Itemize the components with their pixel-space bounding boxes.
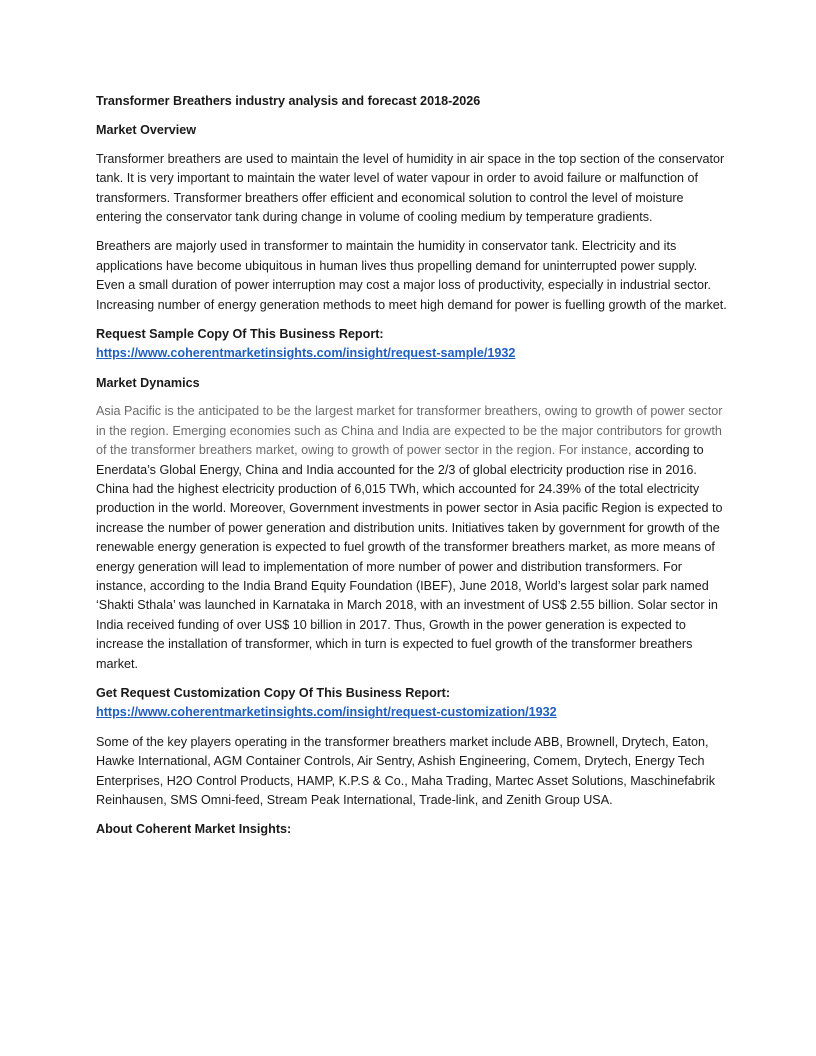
key-players-paragraph: Some of the key players operating in the transformer breathers market include ABB, Brownell, Drytech, Eaton, Hawke International, AGM Container Controls, Air Sentry, Ashish Engineering, Comem, Drytech, Energy Tech Enterprises, H2O Control Products, HAMP, K.P.S & Co., Maha Trading, Martec Asset Solutions, Maschinefabrik Reinhausen, SMS Omni-feed, Stream Peak International, Trade-link, and Zenith Group USA.: [96, 734, 715, 807]
sample-request-block: [96, 325, 728, 364]
market-dynamics-paragraph: [96, 402, 728, 674]
sample-request-label: Request Sample Copy Of This Business Report:: [96, 327, 384, 342]
market-overview-heading: Market Overview: [96, 123, 197, 138]
customization-request-link[interactable]: https://www.coherentmarketinsights.com/insight/request-customization/1932: [96, 705, 557, 720]
sample-request-link[interactable]: https://www.coherentmarketinsights.com/insight/request-sample/1932: [96, 346, 516, 361]
customization-request-block: [96, 684, 728, 723]
about-heading: About Coherent Market Insights:: [96, 822, 292, 837]
customization-request-label: Get Request Customization Copy Of This Business Report:: [96, 685, 451, 700]
market-dynamics-dark-text: according to Enerdata’s Global Energy, China and India accounted for the 2/3 of global electricity production rise in 2016. China had the highest electricity production of 6,015 TWh, which accounted for 24.39% of the total electricity production in the world. Moreover, Government investments in power sector in Asia pacific Region is expected to increase the number of power generation and distribution units. Initiatives taken by government for growth of the renewable energy generation is expected to fuel growth of the transformer breathers market, as more means of energy generation will lead to implementation of more number of power and distribution transformers. For instance, according to the India Brand Equity Foundation (IBEF), June 2018, World’s largest solar park named ‘Shakti Sthala’ was launched in Karnataka in March 2018, with an investment of US$ 2.55 billion. Solar sector in India received funding of over US$ 10 billion in 2017. Thus, Growth in the power generation is expected to increase the installation of transformer, which in turn is expected to fuel growth of the transformer breathers market.: [96, 443, 723, 671]
market-dynamics-gray-text: Asia Pacific is the anticipated to be the largest market for transformer breathers, owing to growth of power sector in the region. Emerging economies such as China and India are expected to be the major contributors for growth of the transformer breathers market, owing to growth of power sector in the region. For instance,: [96, 404, 723, 458]
market-overview-paragraph-2: Breathers are majorly used in transformer to maintain the humidity in conservator tank. Electricity and its applications have become ubiquitous in human lives thus propelling demand for uninterrupted power supply. Even a small duration of power interruption may cost a major loss of productivity, especially in industrial sector. Increasing number of energy generation methods to meet high demand for power is fuelling growth of the market.: [96, 239, 727, 312]
document-page: [96, 92, 728, 849]
market-overview-paragraph-1: Transformer breathers are used to maintain the level of humidity in air space in the top section of the conservator tank. It is very important to maintain the water level of water vapour in order to avoid failure or malfunction of transformers. Transformer breathers offer efficient and economical solution to control the level of moisture entering the conservator tank during change in volume of cooling medium by temperature gradients.: [96, 151, 725, 225]
document-title: Transformer Breathers industry analysis and forecast 2018-2026: [96, 94, 481, 108]
market-dynamics-heading: Market Dynamics: [96, 375, 200, 390]
